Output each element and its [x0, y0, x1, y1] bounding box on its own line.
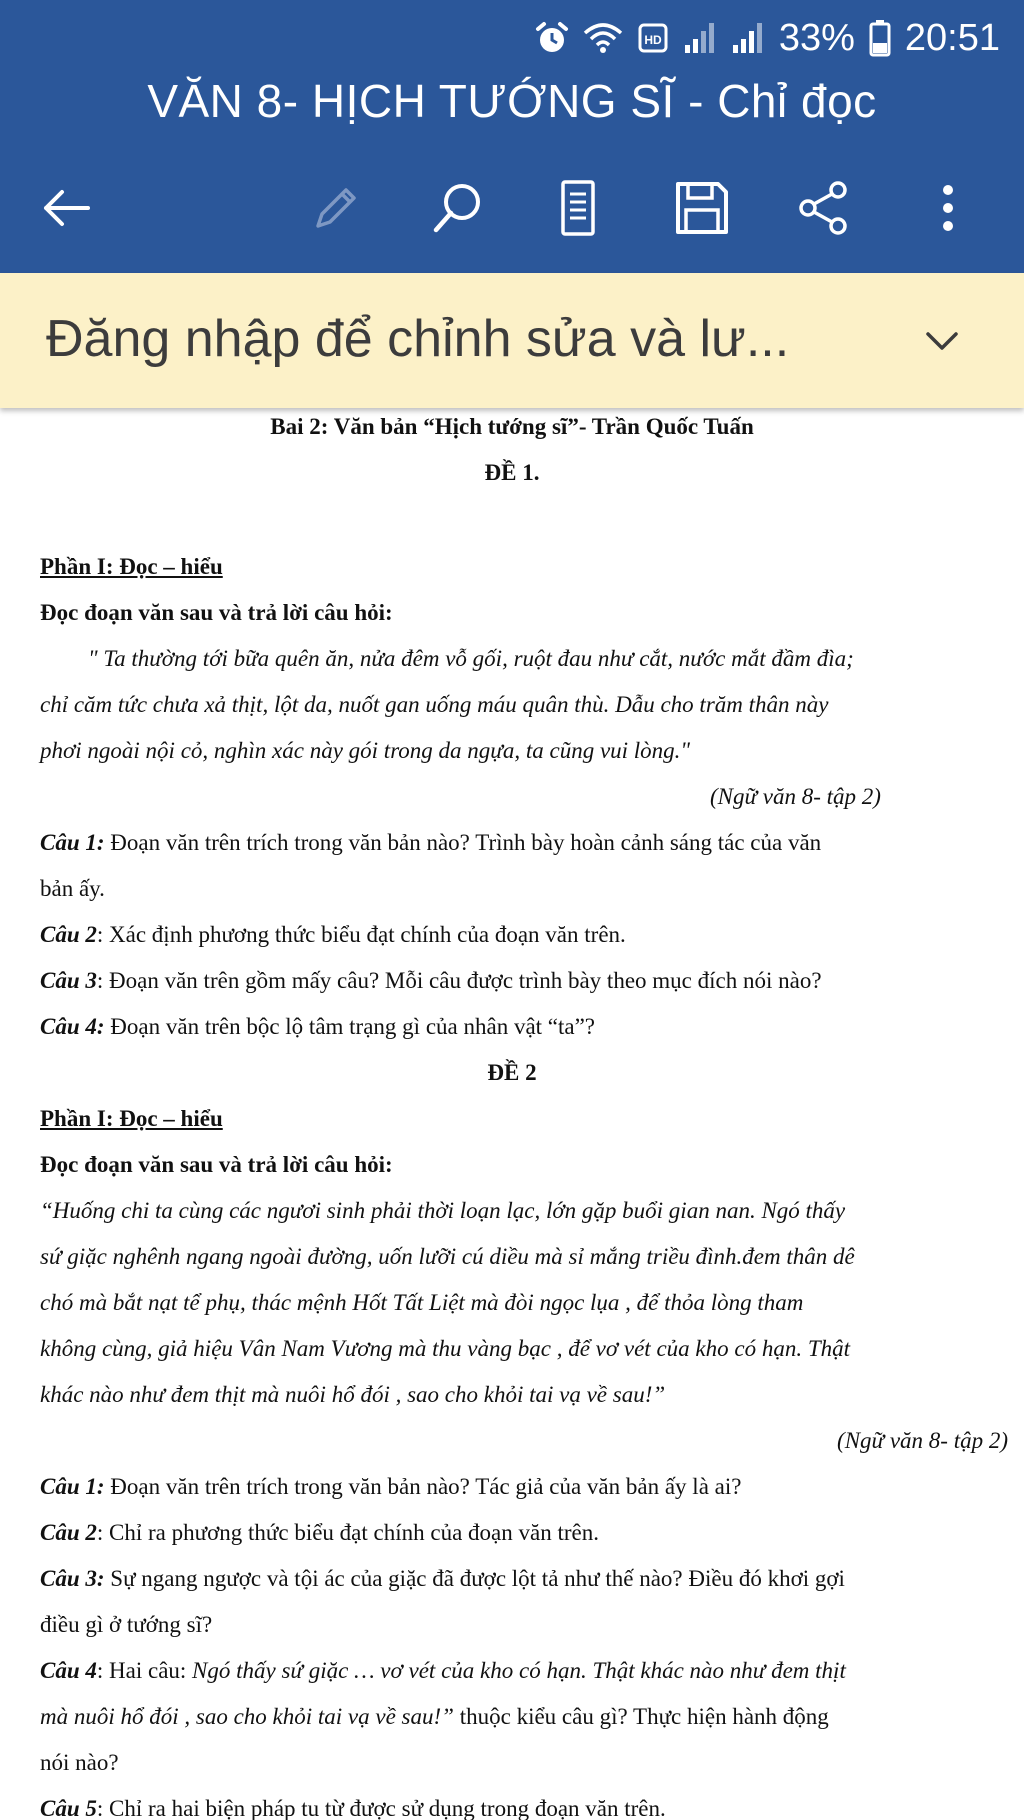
question-quote: Ngó thấy sứ giặc … vơ vét của kho có hạn. Thật khác nào như đem thịt: [192, 1658, 846, 1683]
edit-button[interactable]: [296, 168, 376, 248]
passage-2-line: chó mà bắt nạt tể phụ, thác mệnh Hốt Tất Liệt mà đòi ngọc lụa , để thỏa lòng tham: [40, 1290, 804, 1315]
question-1-3: [40, 968, 1008, 994]
question-2-1: [40, 1474, 1008, 1500]
exam-heading-2: ĐỀ 2: [487, 1060, 537, 1085]
question-text: : Chỉ ra phương thức biểu đạt chính của đoạn văn trên.: [96, 1520, 599, 1545]
question-text: Đoạn văn trên trích trong văn bản nào? Tác giả của văn bản ấy là ai?: [104, 1474, 742, 1499]
exam-heading-1: ĐỀ 1.: [484, 460, 540, 485]
question-text: Đoạn văn trên bộc lộ tâm trạng gì của nhân vật “ta”?: [104, 1014, 596, 1039]
passage-2-line: sứ giặc nghênh ngang ngoài đường, uốn lưỡi cú diều mà sỉ mắng triều đình.đem thân dê: [40, 1244, 855, 1269]
toolbar: [0, 168, 1024, 248]
question-text: : Đoạn văn trên gồm mấy câu? Mỗi câu được trình bày theo mục đích nói nào?: [96, 968, 822, 993]
question-text: : Xác định phương thức biểu đạt chính của đoạn văn trên.: [96, 922, 626, 947]
question-2-5: [40, 1796, 1008, 1820]
source-1: (Ngữ văn 8- tập 2): [710, 784, 881, 809]
question-text: : Chỉ ra hai biện pháp tu từ được sử dụng trong đoạn văn trên.: [96, 1796, 666, 1820]
question-text: : Hai câu:: [96, 1658, 193, 1683]
battery-icon: [869, 19, 891, 57]
source-2: (Ngữ văn 8- tập 2): [837, 1428, 1008, 1453]
question-1-2: [40, 922, 1008, 948]
save-icon: [672, 178, 732, 238]
back-arrow-icon: [38, 180, 94, 236]
passage-2-line: không cùng, giả hiệu Vân Nam Vương mà thu vàng bạc , để vơ vét của kho có hạn. Thật: [40, 1336, 850, 1361]
search-icon: [428, 178, 488, 238]
question-1-1-cont: bản ấy.: [40, 876, 105, 901]
more-options-icon: [938, 180, 958, 236]
part-heading-1: Phần I: Đọc – hiểu: [40, 554, 223, 579]
question-label: Câu 1:: [40, 1474, 105, 1499]
sign-in-banner-text: Đăng nhập để chỉnh sửa và lư...: [46, 310, 790, 368]
save-button[interactable]: [662, 168, 742, 248]
status-bar: [535, 10, 1000, 66]
passage-2-line: khác nào như đem thịt mà nuôi hổ đói , sao cho khỏi tai vạ về sau!”: [40, 1382, 666, 1407]
share-button[interactable]: [784, 168, 864, 248]
part-heading-2: Phần I: Đọc – hiểu: [40, 1106, 223, 1131]
question-label: Câu 3: [40, 968, 97, 993]
passage-1-line: chỉ căm tức chưa xả thịt, lột da, nuốt gan uống máu quân thù. Dẫu cho trăm thân này: [40, 692, 829, 717]
battery-percent: 33%: [778, 16, 855, 59]
signal-icon: [683, 21, 717, 55]
search-button[interactable]: [418, 168, 498, 248]
question-2-4: [40, 1658, 1008, 1684]
more-options-button[interactable]: [908, 168, 988, 248]
question-label: Câu 1:: [40, 830, 105, 855]
question-2-4-cont2: nói nào?: [40, 1750, 119, 1775]
question-2-3: [40, 1566, 1008, 1592]
question-text: Sự ngang ngược và tội ác của giặc đã được lột tả như thế nào? Điều đó khơi gợi: [104, 1566, 845, 1591]
passage-1-line: " Ta thường tới bữa quên ăn, nửa đêm vỗ gối, ruột đau như cắt, nước mắt đầm đìa;: [88, 646, 854, 671]
question-2-3-cont: điều gì ở tướng sĩ?: [40, 1612, 213, 1637]
reading-view-button[interactable]: [538, 168, 618, 248]
reading-view-icon: [553, 178, 603, 238]
question-2-4-cont: [40, 1704, 1008, 1730]
passage-1-line: phơi ngoài nội cỏ, nghìn xác này gói trong da ngựa, ta cũng vui lòng.": [40, 738, 691, 763]
document-page: [0, 408, 1024, 1820]
signal-icon: [731, 21, 765, 55]
expand-banner-button[interactable]: [914, 313, 970, 369]
sign-in-banner[interactable]: [0, 273, 1024, 408]
question-label: Câu 2: [40, 922, 97, 947]
question-1-4: [40, 1014, 1008, 1040]
question-label: Câu 4:: [40, 1014, 105, 1039]
instruction-2: Đọc đoạn văn sau và trả lời câu hỏi:: [40, 1152, 393, 1177]
hd-icon: [637, 21, 669, 55]
pencil-icon: [308, 180, 364, 236]
clock: 20:51: [904, 16, 1000, 59]
lesson-title: Bai 2: Văn bản “Hịch tướng sĩ”- Trần Quốc Tuấn: [270, 414, 754, 439]
passage-2-line: “Huống chi ta cùng các ngươi sinh phải thời loạn lạc, lớn gặp buổi gian nan. Ngó thấy: [40, 1198, 846, 1223]
question-label: Câu 5: [40, 1796, 97, 1820]
question-label: Câu 2: [40, 1520, 97, 1545]
question-1-1: [40, 830, 1008, 856]
question-label: Câu 3:: [40, 1566, 105, 1591]
question-text: Đoạn văn trên trích trong văn bản nào? Trình bày hoàn cảnh sáng tác của văn: [104, 830, 822, 855]
instruction-1: Đọc đoạn văn sau và trả lời câu hỏi:: [40, 600, 393, 625]
question-2-2: [40, 1520, 1008, 1546]
question-text: thuộc kiểu câu gì? Thực hiện hành động: [453, 1704, 829, 1729]
app-header: [0, 0, 1024, 273]
svg-text:HD: HD: [644, 33, 662, 47]
wifi-icon: [583, 21, 623, 55]
question-quote: mà nuôi hổ đói , sao cho khỏi tai vạ về sau!”: [40, 1704, 454, 1729]
question-label: Câu 4: [40, 1658, 97, 1683]
back-button[interactable]: [26, 168, 106, 248]
chevron-down-icon: [924, 329, 960, 353]
share-icon: [794, 178, 854, 238]
alarm-icon: [535, 21, 569, 55]
document-title: VĂN 8- HỊCH TƯỚNG SĨ - Chỉ đọc: [147, 75, 877, 127]
